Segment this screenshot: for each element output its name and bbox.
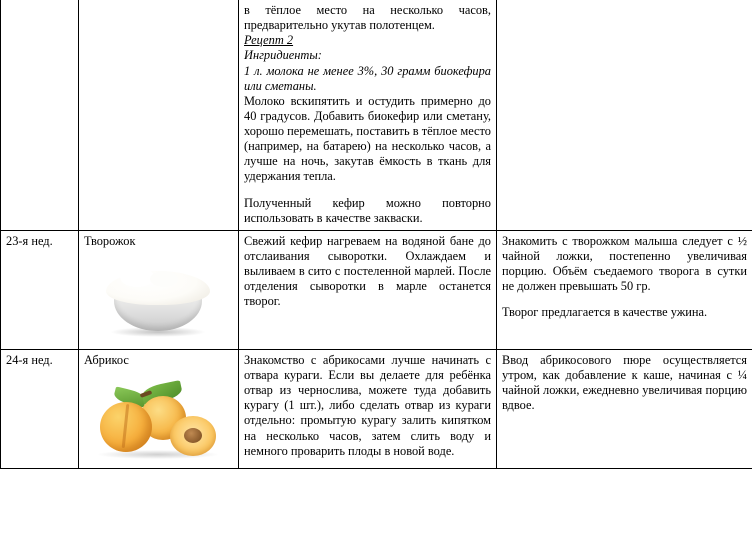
- note-paragraph: Ввод абрикосового пюре осуществляется утром, как добавление к каше, начиная с ¼ чайной ложки, ежедневно увеличивая порцию вдвое.: [502, 352, 747, 413]
- cottage-cheese-bowl-image: [84, 253, 232, 345]
- paragraph-spacer: [502, 294, 747, 305]
- table-row: [1, 230, 752, 349]
- cell-description: [239, 349, 497, 468]
- cell-week: 23-я нед.: [1, 230, 79, 349]
- apricots-image: [84, 372, 232, 464]
- ingredients-heading: Ингридиенты:: [244, 48, 322, 63]
- description-paragraph: Знакомство с абрикосами лучше начинать с отвара кураги. Если вы делаете для ребёнка отвар из чернослива, можете туда добавить курагу (1 шт.), либо сделать отвар из кураги отдельно: промытую курагу залить кипятком на несколько часов, затем слить воду и немного проварить плоды в новой воде.: [244, 352, 491, 458]
- cell-week: 24-я нед.: [1, 349, 79, 468]
- cell-food: [79, 349, 239, 468]
- apricot-pit: [184, 428, 202, 443]
- cell-note: [497, 230, 752, 349]
- recipe-heading: Рецепт 2: [244, 33, 294, 48]
- table-row: [1, 0, 752, 230]
- note-paragraph: Творог предлагается в качестве ужина.: [502, 305, 708, 320]
- cell-food: [79, 0, 239, 230]
- note-paragraph: Знакомить с творожком малыша следует с ½ чайной ложки, постепенно увеличивая порцию. Объём съедаемого творога в сутки не должен превышать 50 гр.: [502, 233, 747, 294]
- cell-description: [239, 230, 497, 349]
- curd-blob: [150, 271, 178, 287]
- table-row: [1, 349, 752, 468]
- paragraph-spacer: [244, 185, 491, 196]
- ingredients-list: 1 л. молока не менее 3%, 30 грамм биокефира или сметаны.: [244, 63, 491, 93]
- description-paragraph: Молоко вскипятить и остудить примерно до 40 градусов. Добавить биокефир или сметану, хорошо перемешать, поставить в тёплое место (например, на батарею) на несколько часов, а лучше на ночь, закутав ёмкость в ткань для удержания тепла.: [244, 93, 491, 184]
- food-label: Творожок: [84, 233, 136, 248]
- cell-description: [239, 0, 497, 230]
- description-paragraph: Полученный кефир можно повторно использовать в качестве закваски.: [244, 195, 491, 225]
- description-paragraph: Свежий кефир нагреваем на водяной бане до отслаивания сыворотки. Охлаждаем и выливаем в сито с постеленной марлей. После отделения сыворотки в марле останется творог.: [244, 233, 491, 309]
- curd-blob: [120, 267, 154, 287]
- food-label: Абрикос: [84, 352, 129, 367]
- cell-food: [79, 230, 239, 349]
- cell-note: [497, 349, 752, 468]
- cell-week: [1, 0, 79, 230]
- cell-note: [497, 0, 752, 230]
- description-paragraph: в тёплое место на несколько часов, предварительно укутав полотенцем.: [244, 3, 491, 33]
